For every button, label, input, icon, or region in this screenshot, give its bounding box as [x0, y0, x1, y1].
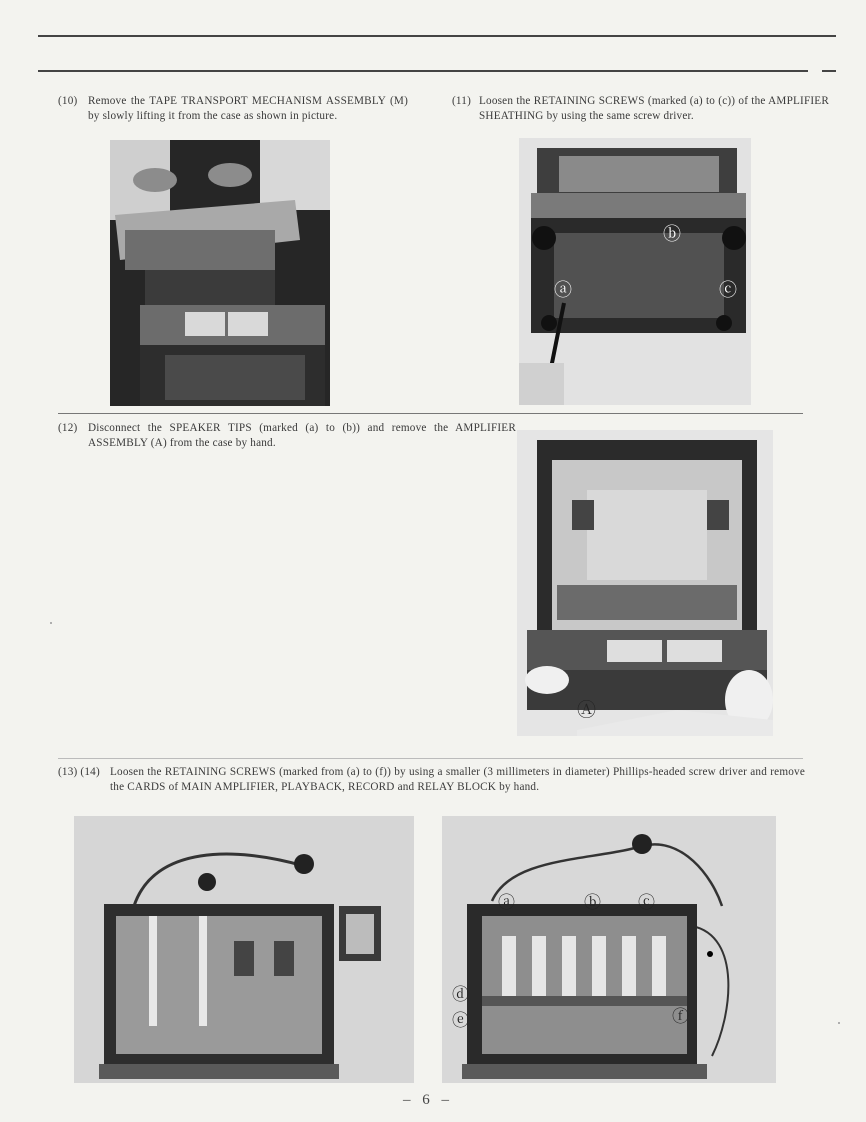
- step-11-text: Loosen the RETAINING SCREWS (marked (a) to (c)) of the AMPLIFIER SHEATHING by using the same screw driver.: [479, 95, 829, 122]
- step-12-number: (12): [58, 422, 78, 434]
- photo-12-drawing: [517, 430, 773, 736]
- photo-amplifier-assembly-removal: [517, 430, 773, 736]
- step-11-number: (11): [452, 95, 472, 107]
- callout-14-a: ⓐ: [498, 893, 515, 912]
- step-10-text: Remove the TAPE TRANSPORT MECHANISM ASSEMBLY (M) by slowly lifting it from the case as shown in picture.: [88, 95, 408, 122]
- top-rule-2: [38, 70, 808, 72]
- photo-14-drawing: [442, 816, 776, 1083]
- callout-14-c: ⓒ: [638, 893, 655, 912]
- step-13-14-text: Loosen the RETAINING SCREWS (marked from (a) to (f)) by using a smaller (3 millimeters in diameter) Phillips-headed screw driver and remove the CARDS of MAIN AMPLIFIER, PLAYBACK, RECORD and RELAY BLOCK by hand.: [110, 766, 805, 793]
- step-13-14-number: (13) (14): [58, 766, 100, 778]
- top-rule-2-tail: [822, 70, 836, 72]
- step-10-number: (10): [58, 95, 78, 107]
- photo-10-drawing: [110, 140, 330, 406]
- callout-12-A: Ⓐ: [577, 700, 597, 721]
- photo-13-drawing: [74, 816, 414, 1083]
- page-number: – 6 –: [403, 1092, 453, 1108]
- top-rule-1: [38, 35, 836, 37]
- callout-14-b: ⓑ: [584, 893, 601, 912]
- callout-11-b: ⓑ: [663, 224, 681, 244]
- photo-circuit-cards-screws: [442, 816, 776, 1083]
- callout-11-c: ⓒ: [719, 280, 737, 300]
- callout-14-f: ⓕ: [672, 1007, 689, 1026]
- step-11: [452, 94, 832, 126]
- scan-speck: [838, 1022, 840, 1024]
- step-13-14: [58, 765, 808, 799]
- separator-rule-2: [58, 758, 803, 759]
- photo-11-drawing: [519, 138, 751, 405]
- callout-11-a: ⓐ: [554, 280, 572, 300]
- photo-tape-transport-removal: [110, 140, 330, 406]
- photo-main-amplifier-chassis: [74, 816, 414, 1083]
- callout-14-e: ⓔ: [452, 1011, 469, 1030]
- separator-rule-1: [58, 413, 803, 414]
- scan-speck: [50, 622, 52, 624]
- step-12: [58, 421, 518, 455]
- step-12-text: Disconnect the SPEAKER TIPS (marked (a) to (b)) and remove the AMPLIFIER ASSEMBLY (A) from the case by hand.: [88, 422, 516, 449]
- photo-amplifier-sheathing-screws: [519, 138, 751, 405]
- step-10: [58, 94, 418, 142]
- callout-14-d: ⓓ: [452, 985, 469, 1004]
